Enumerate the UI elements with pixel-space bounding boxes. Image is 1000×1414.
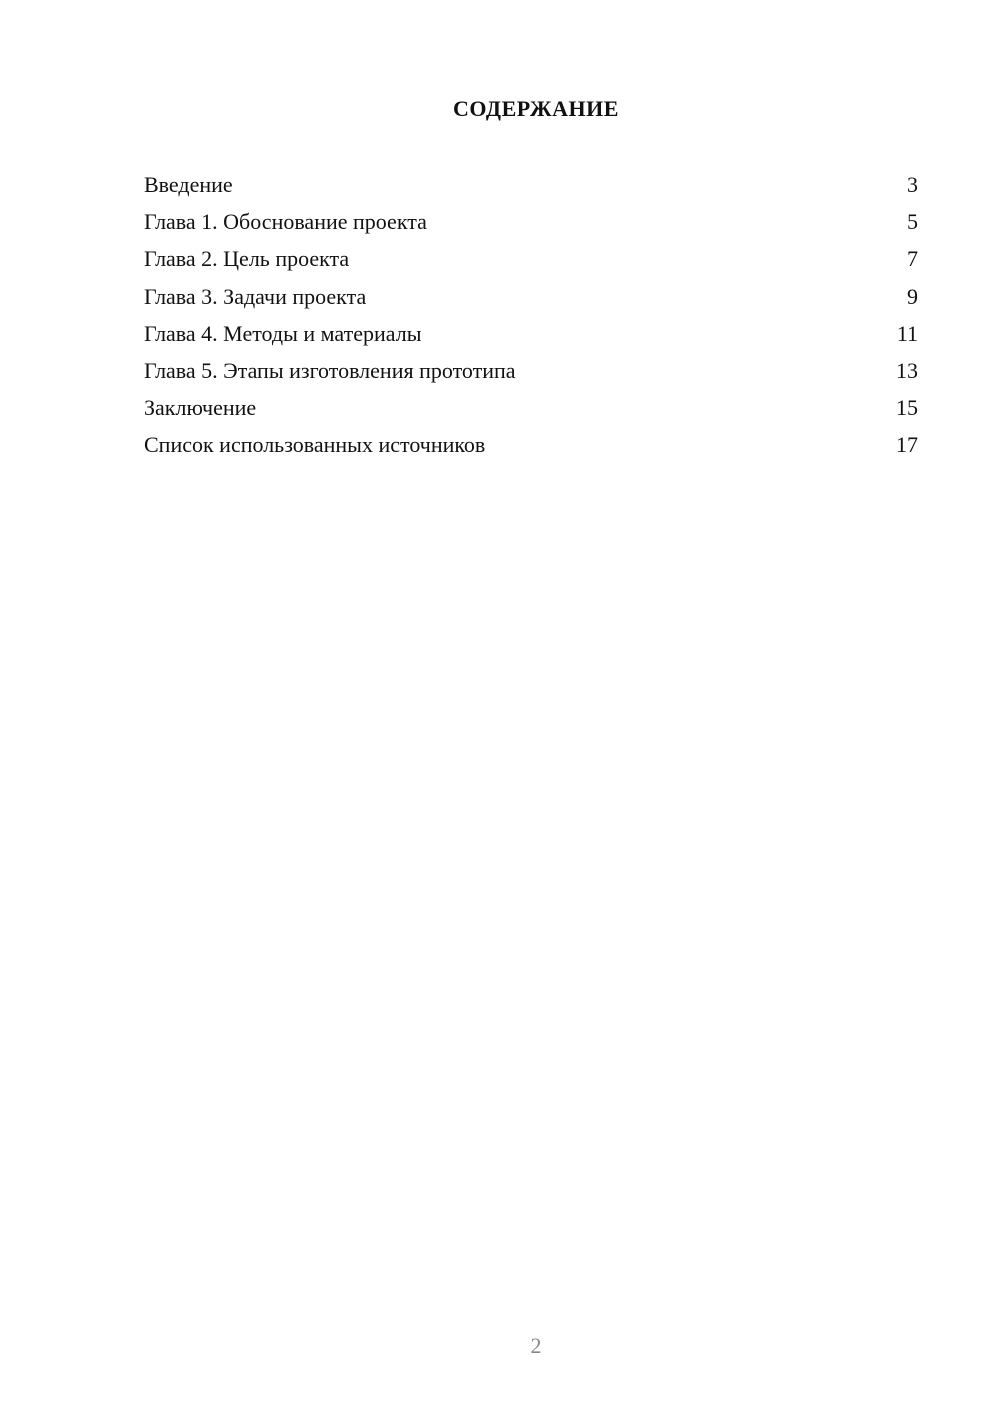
toc-entry-chapter-5[interactable] <box>144 355 918 392</box>
toc-entry-chapter-4[interactable] <box>144 318 918 355</box>
toc-entry-page: 17 <box>896 432 918 458</box>
toc-entry-chapter-2[interactable] <box>144 243 918 280</box>
toc-entry-page: 3 <box>907 172 918 197</box>
toc-entry-chapter-3[interactable] <box>144 281 918 318</box>
page-number: 2 <box>530 1333 542 1358</box>
toc-entry-page: 13 <box>896 357 918 383</box>
toc-entry-label: Глава 4. Методы и материалы <box>144 320 422 346</box>
toc-entry-page: 15 <box>896 395 918 421</box>
table-of-contents <box>144 169 918 467</box>
toc-entry-label: Глава 2. Цель проекта <box>144 246 350 272</box>
toc-entry-references[interactable] <box>144 429 918 466</box>
toc-entry-page: 5 <box>907 209 918 235</box>
toc-entry-label: Глава 1. Обоснование проекта <box>144 209 427 235</box>
toc-entry-label: Глава 3. Задачи проекта <box>144 283 367 309</box>
toc-entry-label: Глава 5. Этапы изготовления прототипа <box>144 357 516 383</box>
toc-entry-page: 11 <box>896 320 918 346</box>
toc-entry-page: 7 <box>907 246 918 272</box>
toc-entry-label: Заключение <box>144 395 257 421</box>
toc-entry-label: Список использованных источников <box>144 432 486 458</box>
toc-entry-chapter-1[interactable] <box>144 206 918 243</box>
toc-entry-conclusion[interactable] <box>144 392 918 429</box>
toc-entry-label: Введение <box>144 172 233 197</box>
toc-title: СОДЕРЖАНИЕ <box>453 96 619 121</box>
toc-entry-introduction[interactable] <box>144 169 918 206</box>
toc-entry-page: 9 <box>907 283 918 309</box>
